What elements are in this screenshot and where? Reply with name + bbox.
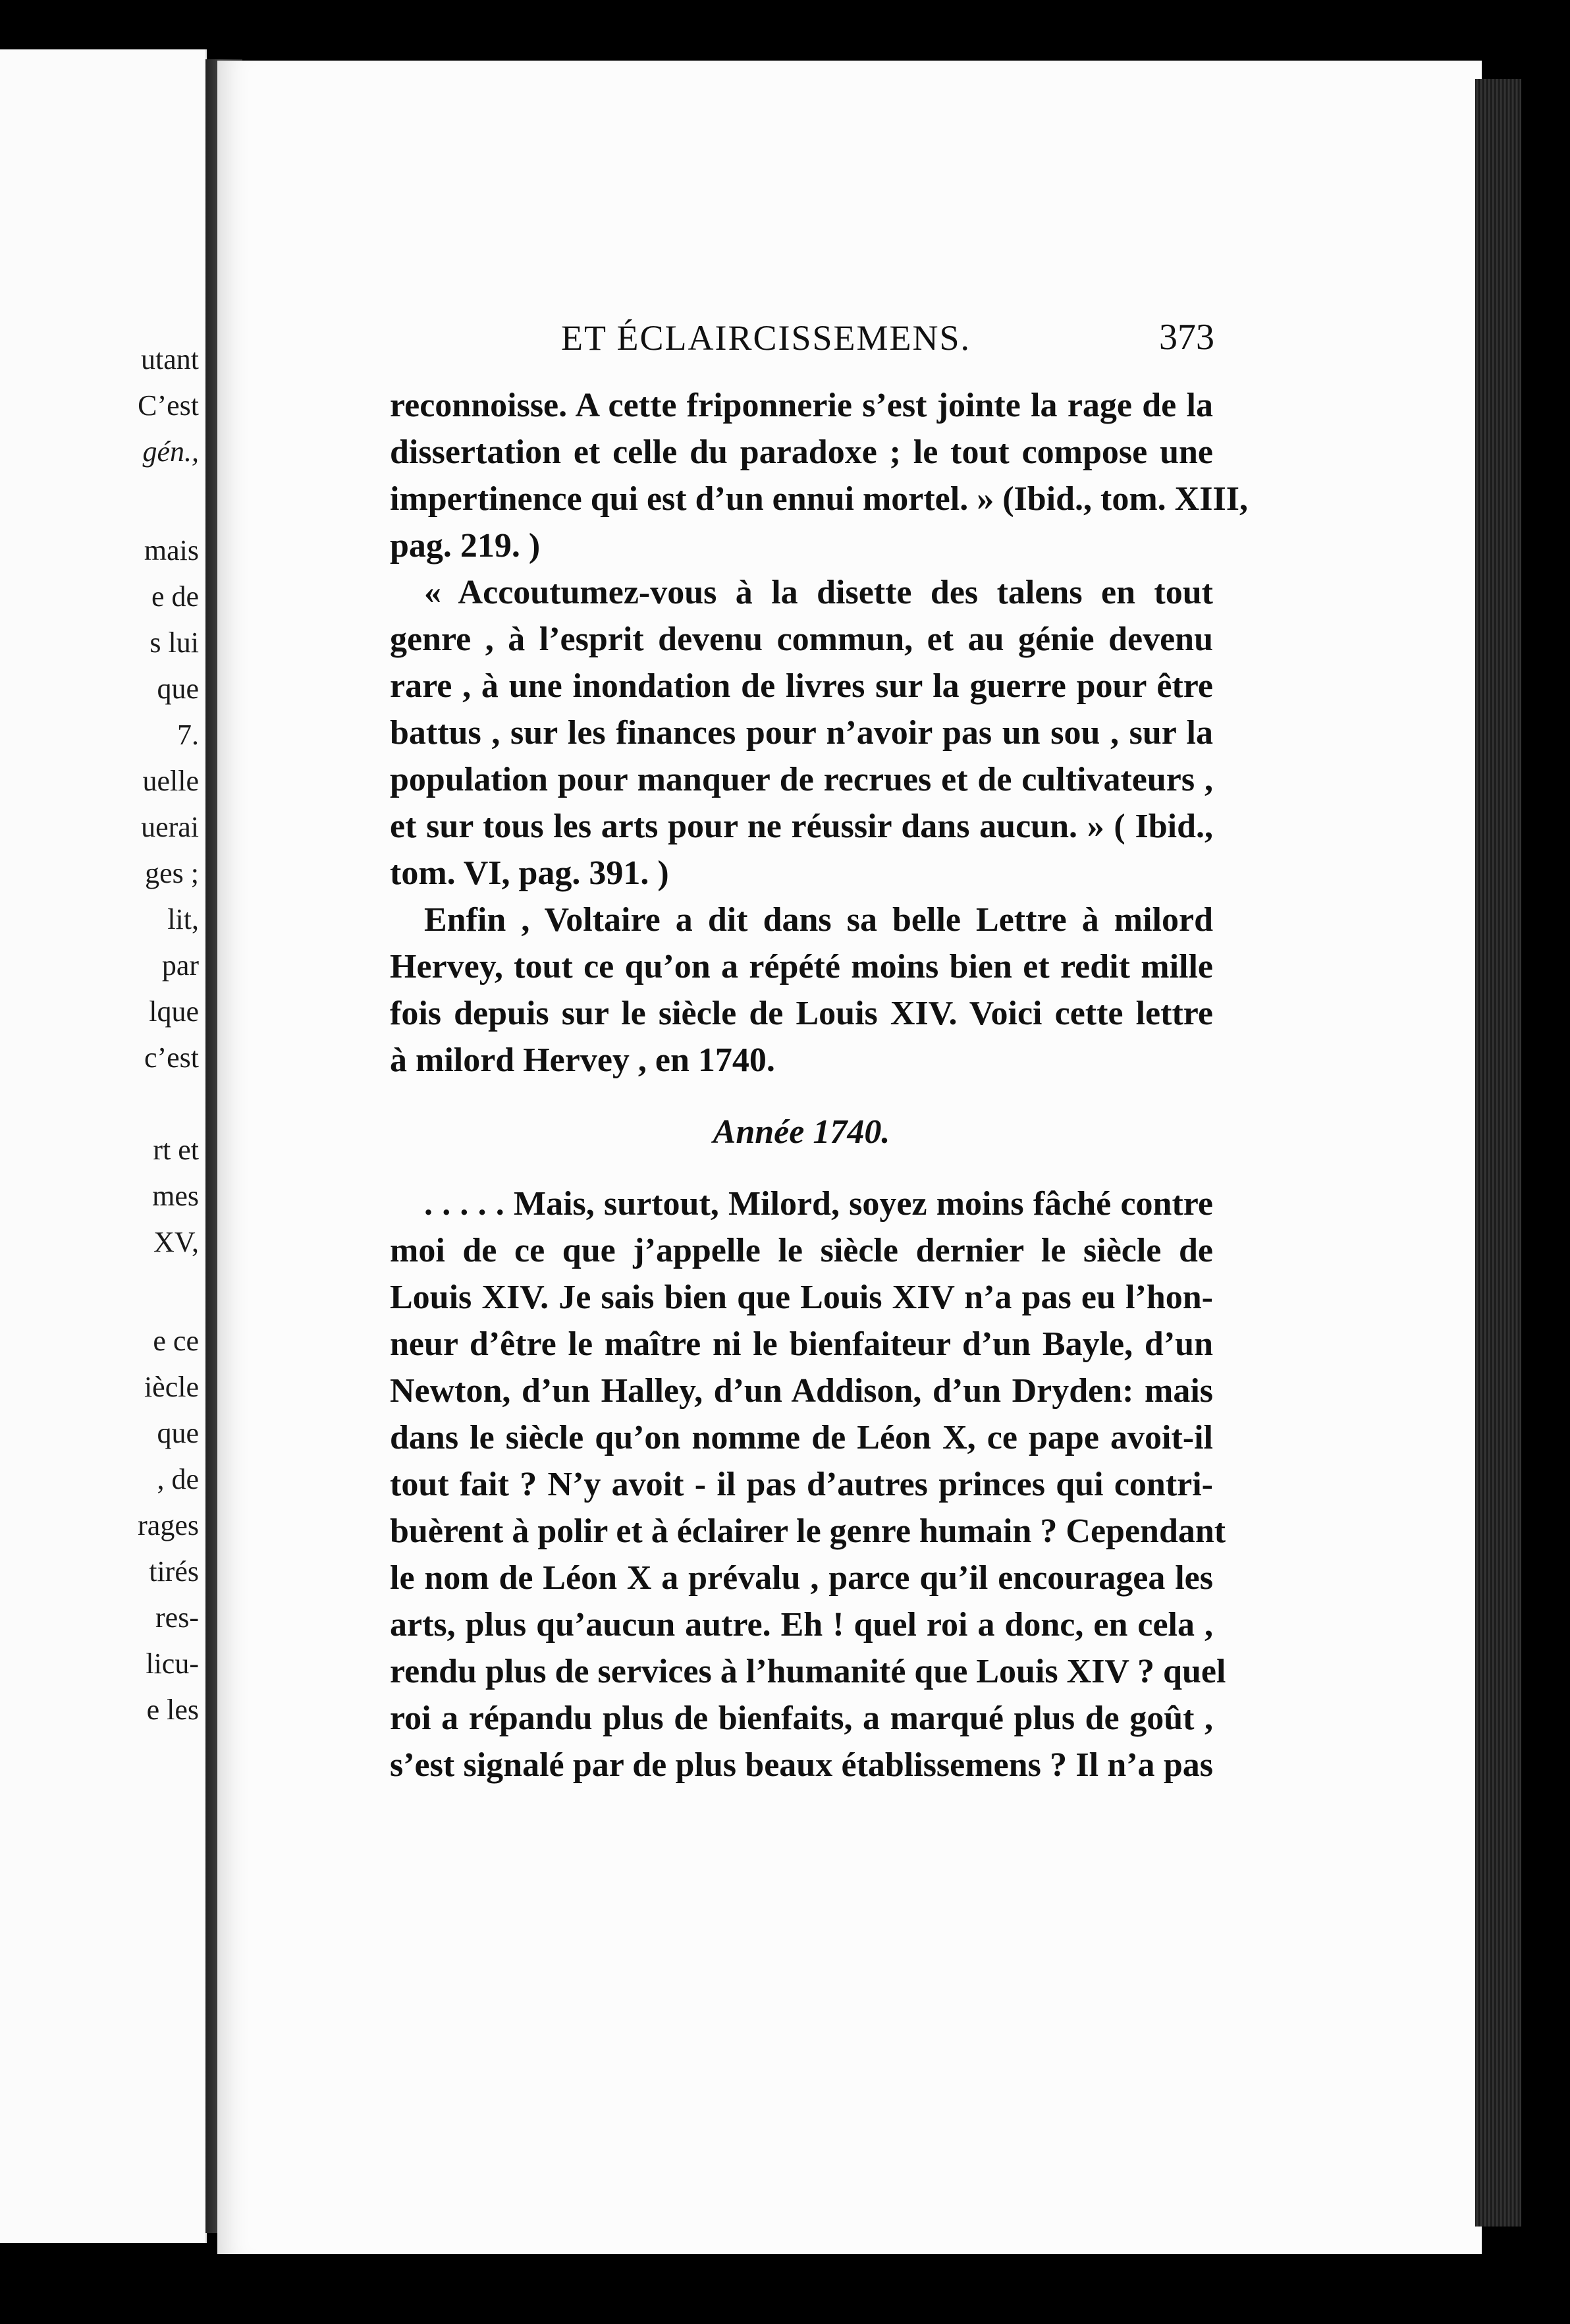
text-line: roi a répandu plus de bienfaits, a marqué plus de goût , [390,1700,1213,1737]
left-page-fragment: mais [144,534,199,567]
text-line: reconnoisse. A cette friponnerie s’est jointe la rage de la [390,387,1213,424]
text-line: Enfin , Voltaire a dit dans sa belle Lettre à milord [424,901,1213,939]
left-page-fragment: tirés [149,1555,199,1588]
left-page-fragment: rt et [153,1134,199,1166]
left-page [0,49,207,2243]
text-line: neur d’être le maître ni le bienfaiteur d’un Bayle, d’un [390,1325,1213,1363]
left-page-fragment: 7. [177,719,199,751]
left-page-fragment: iècle [144,1371,199,1403]
left-page-fragment: e de [151,580,199,613]
text-line: rendu plus de services à l’humanité que Louis XIV ? quel [390,1653,1226,1690]
left-page-fragment: licu- [146,1647,199,1680]
left-page-fragment: que [157,673,199,705]
left-page-fragment: res- [155,1601,199,1634]
text-line: arts, plus qu’aucun autre. Eh ! quel roi a donc, en cela , [390,1606,1213,1644]
body-text [390,382,1248,1788]
text-line: tom. VI, pag. 391. ) [390,854,669,892]
text-line: Louis XIV. Je sais bien que Louis XIV n’a pas eu l’hon- [390,1279,1213,1316]
left-page-fragment: que [157,1417,199,1449]
page-number: 373 [1159,317,1214,358]
left-page-fragment: e ce [153,1325,199,1357]
left-page-fragment: rages [138,1509,199,1541]
text-line: . . . . . Mais, surtout, Milord, soyez moins fâché contre [424,1185,1213,1223]
text-line: et sur tous les arts pour ne réussir dans aucun. » ( Ibid., [390,808,1213,845]
left-page-fragment: mes [152,1180,199,1212]
text-line: tout fait ? N’y avoit - il pas d’autres princes qui contri- [390,1466,1213,1503]
text-line: « Accoutumez-vous à la disette des talens en tout [424,574,1213,611]
text-line: Hervey, tout ce qu’on a répété moins bien et redit mille [390,948,1213,985]
left-page-fragment: c’est [144,1041,199,1074]
text-line: le nom de Léon X a prévalu , parce qu’il encouragea les [390,1559,1213,1597]
page-edge [1475,79,1521,2227]
text-line: dissertation et celle du paradoxe ; le tout compose une [390,433,1213,471]
text-line: population pour manquer de recrues et de cultivateurs , [390,761,1213,798]
left-page-fragment: utant [141,343,199,375]
left-page-fragment: ges ; [145,857,199,889]
section-heading: Année 1740. [713,1113,890,1151]
left-page-fragment: , de [157,1463,199,1495]
left-page-fragment: lit, [167,903,199,935]
text-line: fois depuis sur le siècle de Louis XIV. Voici cette lettre [390,995,1213,1032]
running-head: ET ÉCLAIRCISSEMENS. [561,318,971,358]
text-line: battus , sur les finances pour n’avoir pas un sou , sur la [390,714,1213,752]
left-page-fragment: uerai [141,811,199,843]
text-line: pag. 219. ) [390,527,541,565]
left-page-fragment: par [161,949,199,982]
left-page-fragment: gén., [142,435,199,468]
text-line: genre , à l’esprit devenu commun, et au génie devenu [390,621,1213,658]
text-line: dans le siècle qu’on nomme de Léon X, ce pape avoit-il [390,1419,1213,1456]
text-line: moi de ce que j’appelle le siècle dernier le siècle de [390,1232,1213,1269]
left-page-fragment: uelle [142,765,199,797]
left-page-fragment: C’est [138,389,199,422]
left-page-fragment: XV, [153,1226,199,1258]
left-page-fragment: s lui [149,626,199,659]
text-line: à milord Hervey , en 1740. [390,1041,775,1079]
text-line: impertinence qui est d’un ennui mortel. » (Ibid., tom. XIII, [390,480,1248,518]
text-line: rare , à une inondation de livres sur la guerre pour être [390,667,1213,705]
text-line: Newton, d’un Halley, d’un Addison, d’un Dryden: mais [390,1372,1213,1410]
left-page-fragment: e les [146,1694,199,1726]
left-page-fragment: lque [149,995,199,1028]
text-line: buèrent à polir et à éclairer le genre humain ? Cependant [390,1512,1226,1550]
text-line: s’est signalé par de plus beaux établissemens ? Il n’a pas [390,1746,1213,1784]
